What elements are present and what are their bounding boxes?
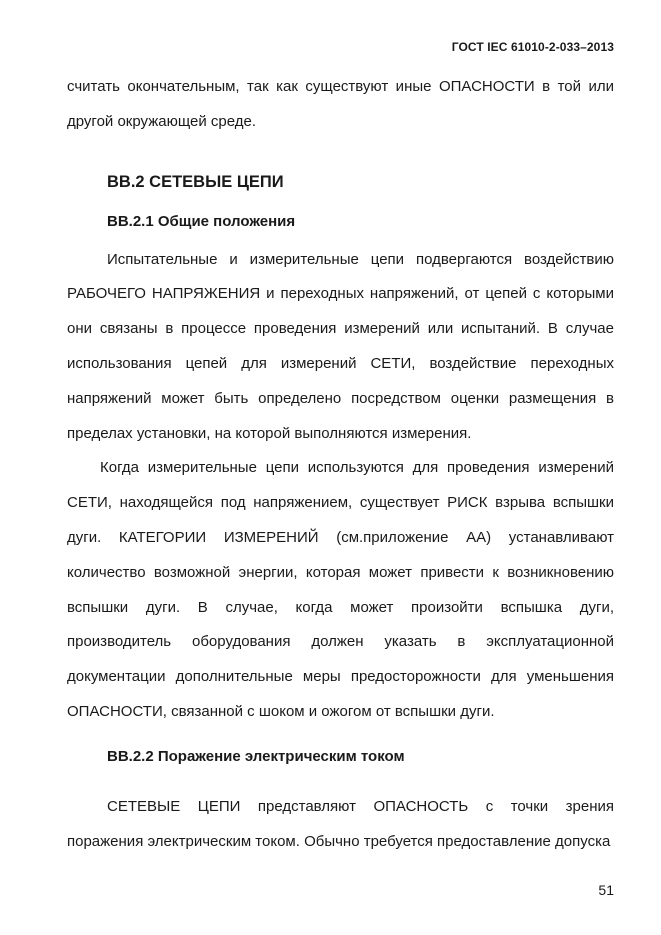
page-content: [67, 70, 614, 859]
paragraph-test-circuits: Испытательные и измерительные цепи подвергаются воздействию РАБОЧЕГО НАПРЯЖЕНИЯ и переходных напряжений, от цепей с которыми они связаны в процессе проведения измерений или испытаний. В случае использования цепей для измерений СЕТИ, воздействие переходных напряжений может быть определено посредством оценки размещения в пределах установки, на которой выполняются измерения.: [67, 250, 614, 442]
subsection-title-general: BB.2.1 Общие положения: [107, 212, 296, 230]
document-header: ГОСТ IEC 61010-2-033–2013: [451, 40, 614, 54]
section-title: BB.2 СЕТЕВЫЕ ЦЕПИ: [107, 172, 284, 191]
subsection-title-electric-shock: BB.2.2 Поражение электрическим током: [107, 747, 405, 765]
page-number: 51: [598, 882, 614, 898]
paragraph-arc-flash: Когда измерительные цепи используются для проведения измерений СЕТИ, находящейся под напряжением, существует РИСК взрыва вспышки дуги. КАТЕГОРИИ ИЗМЕРЕНИЙ (см.приложение АА) устанавливают количество возможной энергии, которая может привести к возникновению вспышки дуги. В случае, когда может произойти вспышка дуги, производитель оборудования должен указать в эксплуатационной документации дополнительные меры предосторожности для уменьшения ОПАСНОСТИ, связанной с шоком и ожогом от вспышки дуги.: [67, 459, 614, 720]
paragraph-mains-circuits: СЕТЕВЫЕ ЦЕПИ представляют ОПАСНОСТЬ с точки зрения поражения электрическим током. Обычно требуется предоставление допуска: [67, 797, 614, 850]
intro-paragraph: считать окончательным, так как существуют иные ОПАСНОСТИ в той или другой окружающей среде.: [67, 78, 614, 130]
